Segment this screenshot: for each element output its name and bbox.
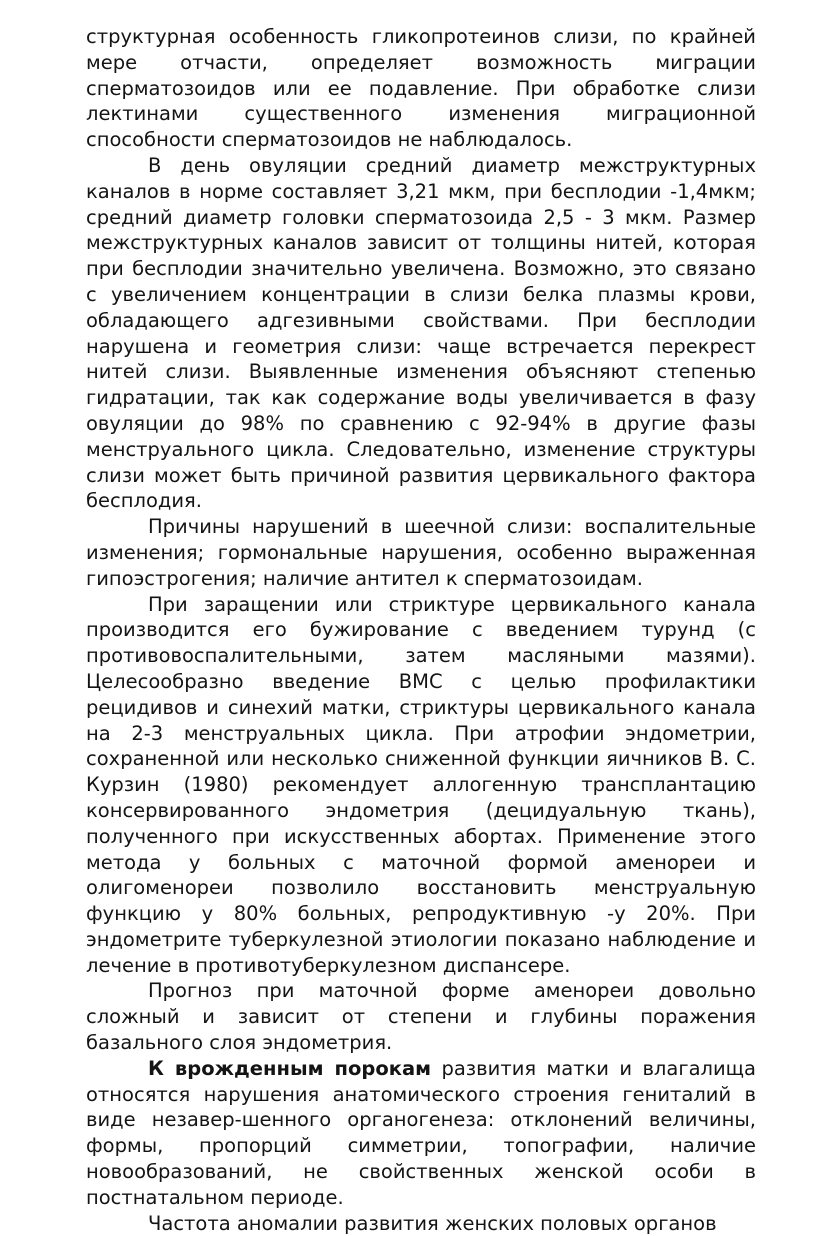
paragraph-congenital-defects	[86, 1056, 756, 1211]
document-page	[86, 24, 756, 1236]
paragraph-mucus-glycoproteins: структурная особенность гликопротеинов слизи, по крайней мере отчасти, определяет возможность миграции сперматозоидов или ее подавление. При обработке слизи лектинами существенного изменения миграционной способности сперматозоидов не наблюдалось.	[86, 25, 756, 152]
paragraph-anomaly-frequency: Частота аномалии развития женских половых органов	[148, 1211, 717, 1235]
congenital-defects-lead: К врожденным порокам	[148, 1056, 432, 1080]
paragraph-prognosis: Прогноз при маточной форме аменореи довольно сложный и зависит от степени и глубины поражения базального слоя эндометрия.	[86, 979, 756, 1055]
congenital-defects-text: развития матки и влагалища относятся нарушения анатомического строения гениталий в виде незавер-шенного органогенеза: отклонений величины, формы, пропорций симметрии, топографии, наличие новообразований, не свойственных женской особи в постнатальном периоде.	[86, 1056, 756, 1209]
paragraph-mucus-disorder-causes: Причины нарушений в шеечной слизи: воспалительные изменения; гормональные нарушения, особенно выраженная гипоэстрогения; наличие антител к сперматозоидам.	[86, 515, 756, 590]
paragraph-ovulation-channels: В день овуляции средний диаметр межструктурных каналов в норме составляет 3,21 мкм, при бесплодии -1,4мкм; средний диаметр головки сперматозоида 2,5 - 3 мкм. Размер межструктурных каналов зависит от толщины нитей, которая при бесплодии значительно увеличена. Возможно, это связано с увеличением концентрации в слизи белка плазмы крови, обладающего адгезивными свойствами. При бесплодии нарушена и геометрия слизи: чаще встречается перекрест нитей слизи. Выявленные изменения объясняют степенью гидратации, так как содержание воды увеличивается в фазу овуляции до 98% по сравнению с 92-94% в другие фазы менструального цикла. Следовательно, изменение структуры слизи может быть причиной развития цервикального фактора бесплодия.	[86, 153, 756, 513]
paragraph-cervical-canal-treatment: При заращении или стриктуре цервикального канала производится его бужирование с введением турунд (с противовоспалительными, затем масляными мазями). Целесообразно введение ВМС с целью профилактики рецидивов и синехий матки, стриктуры цервикального канала на 2-3 менструальных цикла. При атрофии эндометрии, сохраненной или несколько сниженной функции яичников В. С. Курзин (1980) рекомендует аллогенную трансплантацию консервированного эндометрия (децидуальную ткань), полученного при искусственных абортах. Применение этого метода у больных с маточной формой аменореи и олигоменореи позволило восстановить менструальную функцию у 80% больных, репродуктивную -у 20%. При эндометрите туберкулезной этиологии показано наблюдение и лечение в противотуберкулезном диспансере.	[86, 592, 756, 977]
